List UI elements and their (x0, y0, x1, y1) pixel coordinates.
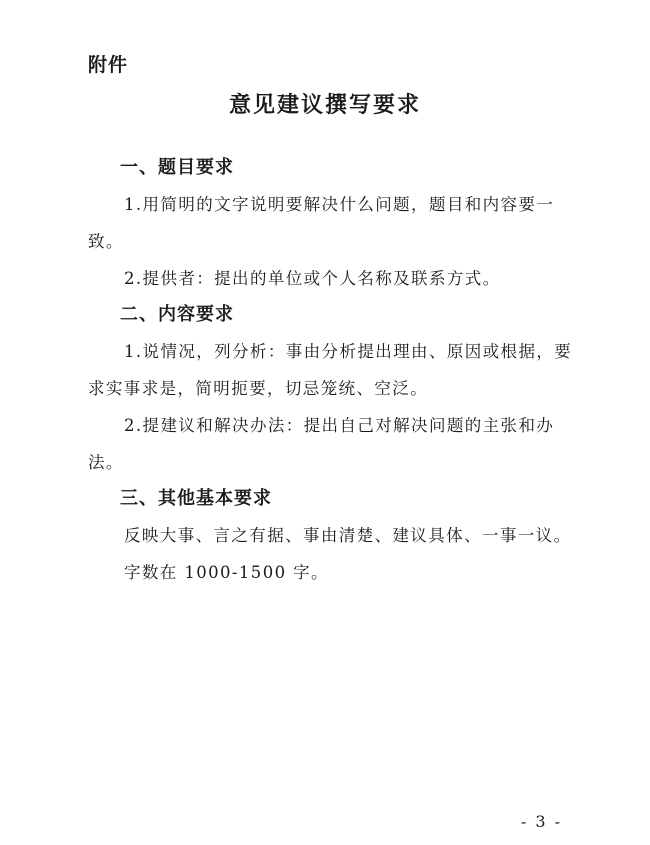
section-heading-other: 三、其他基本要求 (120, 488, 272, 509)
paragraph-topic-2: 2.提供者：提出的单位或个人名称及联系方式。 (124, 269, 501, 288)
paragraph-topic-1: 1.用简明的文字说明要解决什么问题，题目和内容要一致。 (88, 195, 555, 251)
document-title: 意见建议撰写要求 (228, 92, 421, 118)
page-number: - 3 - (520, 812, 562, 831)
paragraph-content-2: 2.提建议和解决办法：提出自己对解决问题的主张和办法。 (88, 416, 555, 472)
paragraph-content-1: 1.说情况，列分析：事由分析提出理由、原因或根据，要求实事求是，简明扼要，切忌笼统、空泛。 (88, 342, 573, 398)
document-body (88, 150, 588, 591)
section-heading-content: 二、内容要求 (120, 304, 234, 325)
paragraph-other-1: 反映大事、言之有据、事由清楚、建议具体、一事一议。 (124, 526, 572, 545)
attachment-label: 附件 (88, 54, 129, 76)
paragraph-other-2: 字数在 1000-1500 字。 (124, 563, 329, 582)
section-heading-topic: 一、题目要求 (120, 157, 234, 178)
